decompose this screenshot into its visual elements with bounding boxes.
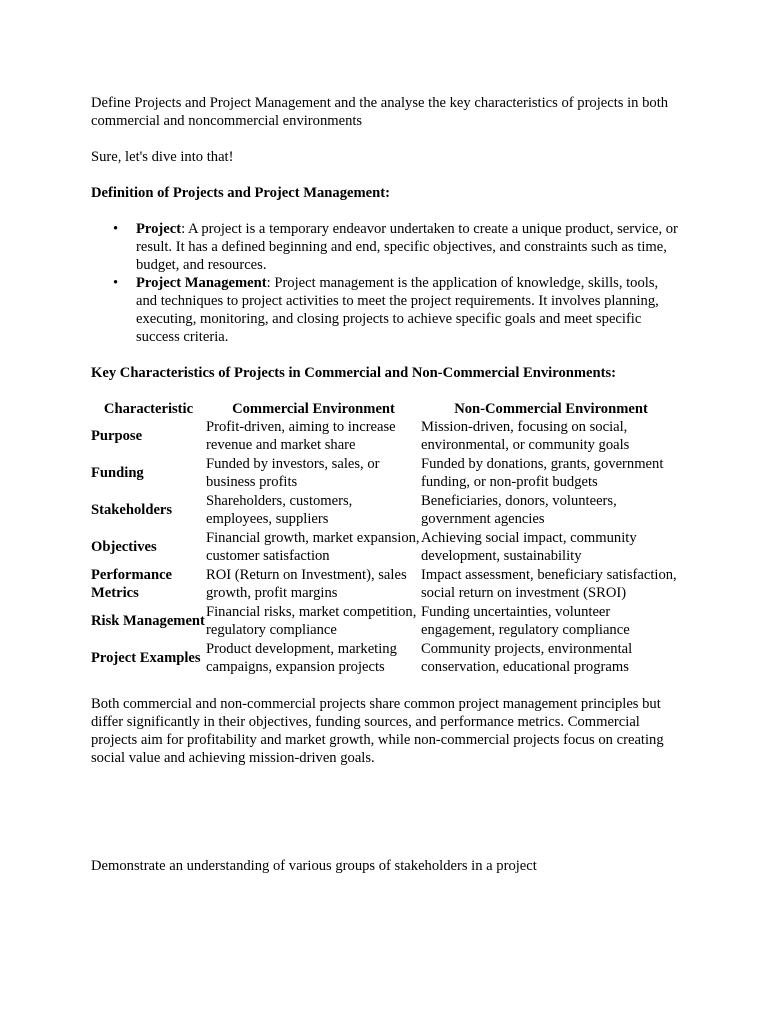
definitions-list [91,220,681,346]
header-characteristic: Characteristic [103,401,194,417]
header-commercial: Commercial Environment [232,401,395,417]
commercial-cell: Profit-driven, aiming to increase revenue and market share [206,419,396,453]
definition-term: Project [136,221,182,237]
table-row [91,529,681,566]
table-row [91,492,681,529]
commercial-cell: Funded by investors, sales, or business profits [206,456,380,490]
commercial-cell: Financial growth, market expansion, customer satisfaction [206,530,420,564]
characteristics-table [91,400,681,677]
definitions-heading: Definition of Projects and Project Management: [91,185,390,201]
row-label: Risk Management [91,613,205,629]
commercial-cell: Product development, marketing campaigns, expansion projects [206,641,397,675]
summary-paragraph: Both commercial and non-commercial projects share common project management principles but differ significantly in their objectives, funding sources, and performance metrics. Commercial projects aim for profitability and market growth, while non-commercial projects focus on creating social value and achieving mission-driven goals. [91,696,664,766]
row-label: Funding [91,465,144,481]
definition-item-project-management [113,274,681,346]
table-row [91,418,681,455]
definition-text: : A project is a temporary endeavor undertaken to create a unique product, service, or result. It has a defined beginning and end, specific objectives, and constraints such as time, budget, and resources. [136,221,678,273]
row-label: Objectives [91,539,157,555]
commercial-cell: ROI (Return on Investment), sales growth, profit margins [206,567,407,601]
question-text: Define Projects and Project Management and the analyse the key characteristics of projects in both commercial and noncommercial environments [91,95,669,129]
bullet-icon: • [113,275,119,291]
commercial-cell: Shareholders, customers, employees, suppliers [206,493,353,527]
bullet-icon: • [113,221,119,237]
table-row [91,603,681,640]
non-commercial-cell: Mission-driven, focusing on social, environmental, or community goals [421,419,630,453]
row-label: Project Examples [91,650,201,666]
non-commercial-cell: Funding uncertainties, volunteer engagement, regulatory compliance [421,604,630,638]
definition-item-project [113,220,681,274]
table-row [91,566,681,603]
reply-text: Sure, let's dive into that! [91,149,234,165]
commercial-cell: Financial risks, market competition, regulatory compliance [206,604,417,638]
table-row [91,640,681,677]
non-commercial-cell: Community projects, environmental conservation, educational programs [421,641,633,675]
header-non-commercial: Non-Commercial Environment [454,401,648,417]
non-commercial-cell: Beneficiaries, donors, volunteers, government agencies [421,493,617,527]
document-page [91,94,681,875]
row-label: Stakeholders [91,502,173,518]
next-question-text: Demonstrate an understanding of various groups of stakeholders in a project [91,858,537,874]
definition-term: Project Management [136,275,267,291]
table-header-row [91,400,681,418]
row-label: Purpose [91,428,143,444]
non-commercial-cell: Funded by donations, grants, government funding, or non-profit budgets [421,456,664,490]
non-commercial-cell: Impact assessment, beneficiary satisfaction, social return on investment (SROI) [421,567,677,601]
non-commercial-cell: Achieving social impact, community development, sustainability [421,530,637,564]
table-row [91,455,681,492]
row-label: Performance Metrics [91,567,173,601]
definition-text: : Project management is the application of knowledge, skills, tools, and techniques to project activities to meet the project requirements. It involves planning, executing, monitoring, and closing projects to achieve specific goals and meet specific success criteria. [136,275,659,345]
table-heading: Key Characteristics of Projects in Commercial and Non-Commercial Environments: [91,365,617,381]
